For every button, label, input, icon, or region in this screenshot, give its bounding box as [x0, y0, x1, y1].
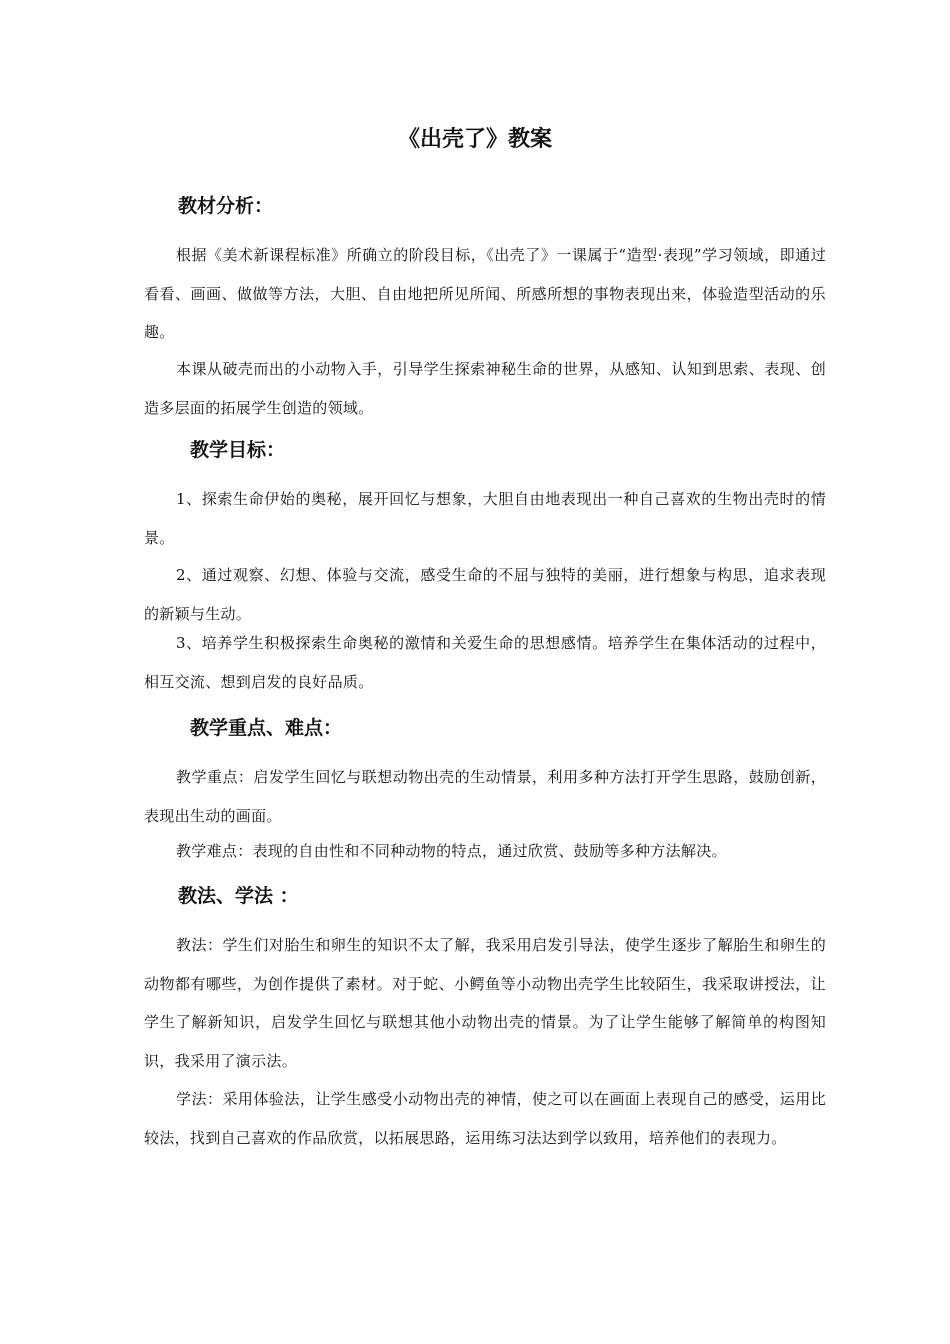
paragraph: 教学难点：表现的自由性和不同种动物的特点，通过欣赏、鼓励等多种方法解决。 — [176, 842, 727, 860]
section-heading-textbook-analysis: 教材分析： — [178, 195, 274, 217]
section-heading-key-points: 教学重点、难点： — [190, 717, 343, 739]
section-heading-teaching-goals: 教学目标： — [190, 439, 286, 461]
paragraph: 3、培养学生积极探索生命奥秘的激情和关爱生命的思想感情。培养学生在集体活动的过程中，相互交流、想到启发的良好品质。 — [144, 634, 826, 691]
paragraph: 教学重点：启发学生回忆与联想动物出壳的生动情景，利用多种方法打开学生思路，鼓励创新，表现出生动的画面。 — [144, 768, 826, 825]
document-title: 《出壳了》教案 — [397, 127, 552, 152]
paragraph: 1、探索生命伊始的奥秘，展开回忆与想象，大胆自由地表现出一种自己喜欢的生物出壳时的情景。 — [144, 490, 826, 547]
paragraph: 本课从破壳而出的小动物入手，引导学生探索神秘生命的世界，从感知、认知到思索、表现、创造多层面的拓展学生创造的领域。 — [144, 360, 826, 417]
paragraph: 学法：采用体验法，让学生感受小动物出壳的神情，使之可以在画面上表现自己的感受，运用比较法，找到自己喜欢的作品欣赏，以拓展思路，运用练习法达到学以致用，培养他们的表现力。 — [144, 1090, 826, 1147]
paragraph: 教法：学生们对胎生和卵生的知识不太了解，我采用启发引导法，使学生逐步了解胎生和卵生的动物都有哪些，为创作提供了素材。对于蛇、小鳄鱼等小动物出壳学生比较陌生，我采取讲授法，让学生了解新知识，启发学生回忆与联想其他小动物出壳的情景。为了让学生能够了解简单的构图知识，我采用了演示法。 — [144, 936, 826, 1070]
paragraph: 2、通过观察、幻想、体验与交流，感受生命的不屈与独特的美丽，进行想象与构思，追求表现的新颖与生动。 — [144, 566, 826, 623]
paragraph: 根据《美术新课程标准》所确立的阶段目标，《出壳了》一课属于“造型·表现”学习领域，即通过看看、画画、做做等方法，大胆、自由地把所见所闻、所感所想的事物表现出来，体验造型活动的乐趣。 — [144, 246, 826, 341]
section-heading-methods: 教法、学法 ： — [178, 885, 299, 907]
